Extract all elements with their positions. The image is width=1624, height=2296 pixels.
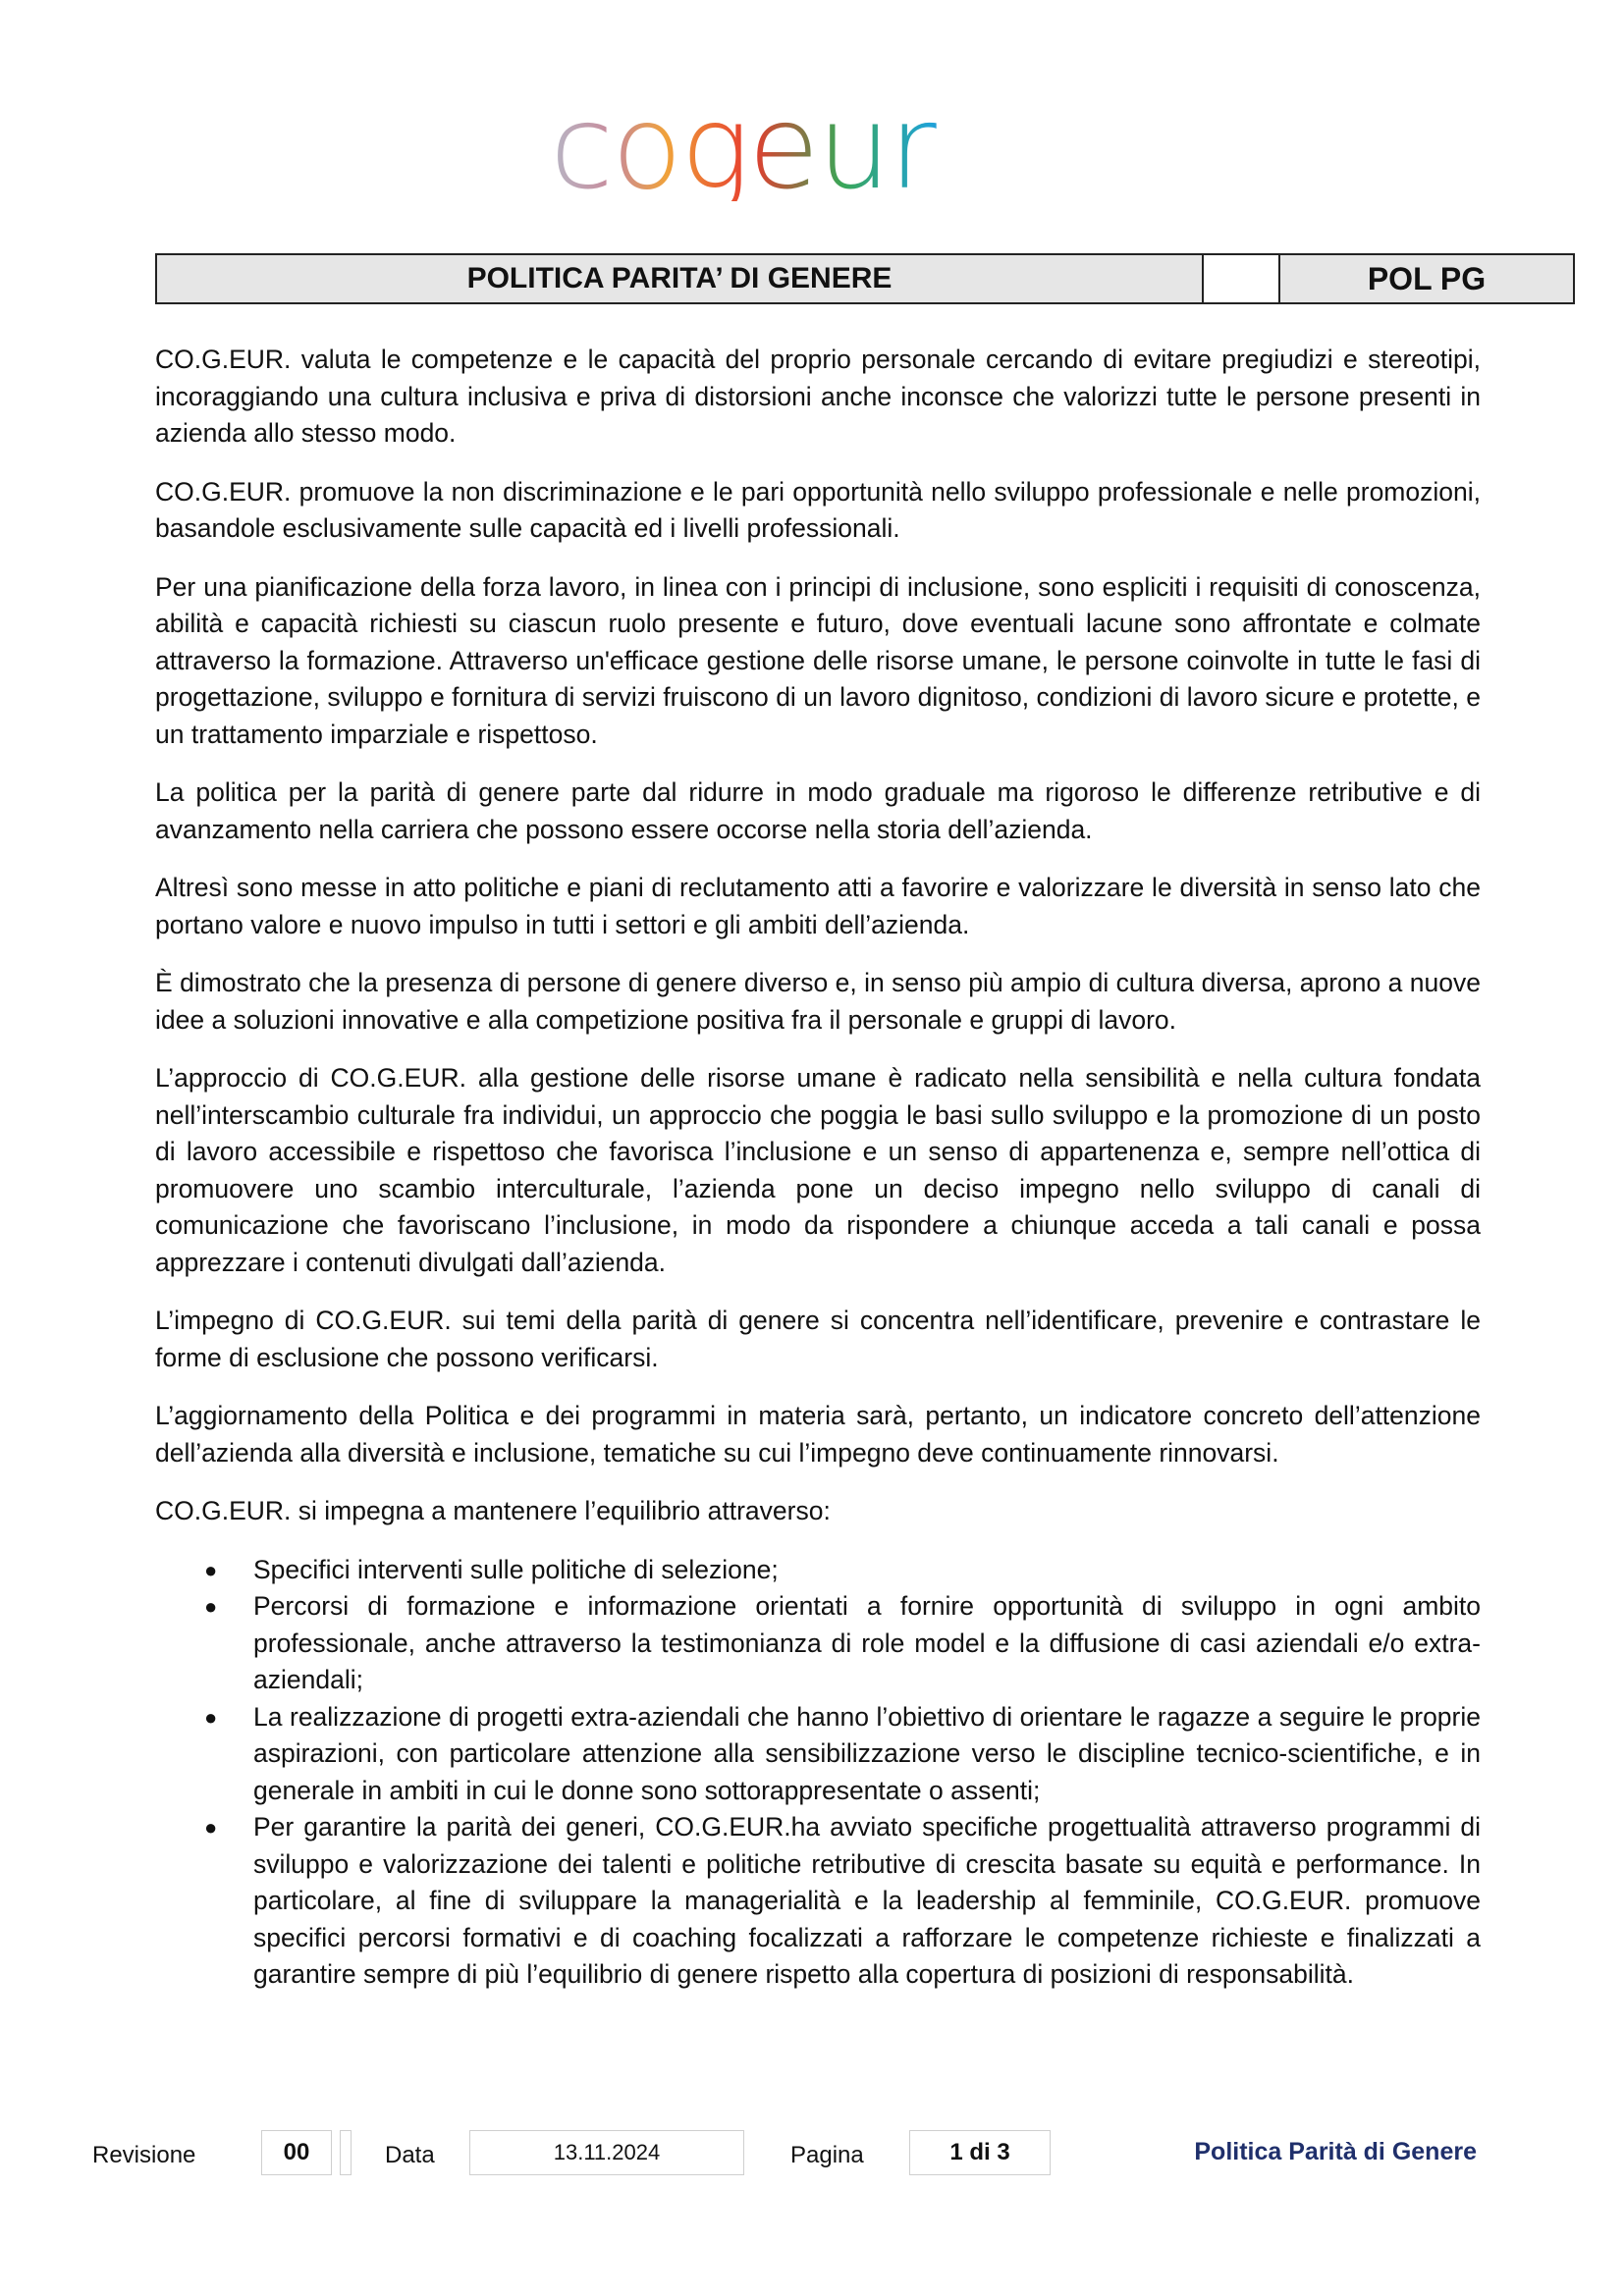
list-item-text: Specifici interventi sulle politiche di selezione; (253, 1554, 779, 1584)
document-title: POLITICA PARITA’ DI GENERE (157, 255, 1204, 302)
list-item-text: Per garantire la parità dei generi, CO.G.EUR.ha avviato specifiche progettualità attraverso programmi di sviluppo e valorizzazione dei talenti e politiche retributive di crescita basate su equità e performance. In particolare, al fine di sviluppare la managerialità e la leadership al femminile, CO.G.EUR. promuove specifici percorsi formativi e di coaching focalizzati a rafforzare le competenze richieste e finalizzati a garantire sempre di più l’equilibrio di genere rispetto alla copertura di posizioni di responsabilità. (253, 1812, 1481, 1989)
page-number: 1 di 3 (909, 2130, 1051, 2175)
list-item (204, 1809, 1481, 1994)
date-value: 13.11.2024 (469, 2130, 744, 2175)
paragraph: La politica per la parità di genere parte dal ridurre in modo graduale ma rigoroso le differenze retributive e di avanzamento nella carriera che possono essere occorse nella storia dell’azienda. (155, 777, 1481, 844)
bullet-icon: ● (204, 1704, 218, 1730)
bullet-icon: ● (204, 1557, 218, 1582)
date-label: Data (385, 2142, 435, 2168)
revision-label: Revisione (92, 2142, 196, 2168)
paragraph: CO.G.EUR. si impegna a mantenere l’equilibrio attraverso: (155, 1496, 831, 1525)
footer-document-title: Politica Parità di Genere (1194, 2138, 1477, 2165)
document-body (155, 342, 1481, 1994)
document-code: POL PG (1367, 260, 1487, 296)
list-item (204, 1588, 1481, 1699)
paragraph: È dimostrato che la presenza di persone di genere diverso e, in senso più ampio di cultura diversa, aprono a nuove idee a soluzioni innovative e alla competizione positiva fra il personale e gruppi di lavoro. (155, 968, 1481, 1035)
logo-wordmark: cogeur (550, 93, 1080, 201)
bullet-icon: ● (204, 1594, 218, 1619)
page-label: Pagina (790, 2142, 864, 2168)
cogeur-logo (550, 80, 1080, 215)
paragraph: Altresì sono messe in atto politiche e piani di reclutamento atti a favorire e valorizzare le diversità in senso lato che portano valore e nuovo impulso in tutti i settori e gli ambiti dell’azienda. (155, 873, 1481, 939)
bullet-icon: ● (204, 1815, 218, 1840)
commitment-list (155, 1552, 1481, 1994)
paragraph: L’approccio di CO.G.EUR. alla gestione delle risorse umane è radicato nella sensibilità e nella cultura fondata nell’interscambio culturale fra individui, un approccio che poggia le basi sullo sviluppo e la promozione di un posto di lavoro accessibile e rispettoso che favorisca l’inclusione e un senso di appartenenza e, sempre nell’ottica di promuovere uno scambio interculturale, l’azienda pone un deciso impegno nello sviluppo di canali di comunicazione che favoriscano l’inclusione, in modo da rispondere a chiunque acceda a tali canali e possa apprezzare i contenuti divulgati dall’azienda. (155, 1063, 1481, 1277)
document-footer (0, 2130, 1624, 2181)
document-header (155, 253, 1575, 304)
revision-spacer (340, 2130, 352, 2175)
paragraph: CO.G.EUR. valuta le competenze e le capacità del proprio personale cercando di evitare pregiudizi e stereotipi, incoraggiando una cultura inclusiva e priva di distorsioni anche inconsce che valorizzi tutte le persone presenti in azienda allo stesso modo. (155, 345, 1481, 448)
header-empty-cell (1204, 255, 1280, 302)
paragraph: CO.G.EUR. promuove la non discriminazione e le pari opportunità nello sviluppo professionale e nelle promozioni, basandole esclusivamente sulle capacità ed i livelli professionali. (155, 476, 1481, 543)
paragraph: L’aggiornamento della Politica e dei programmi in materia sarà, pertanto, un indicatore concreto dell’attenzione dell’azienda alla diversità e inclusione, tematiche su cui l’impegno deve continuamente rinnovarsi. (155, 1401, 1481, 1468)
list-item-text: Percorsi di formazione e informazione orientati a fornire opportunità di sviluppo in ogni ambito professionale, anche attraverso la testimonianza di role model e la diffusione di casi aziendali e/o extra-aziendali; (253, 1591, 1481, 1694)
paragraph: L’impegno di CO.G.EUR. sui temi della parità di genere si concentra nell’identificare, prevenire e contrastare le forme di esclusione che possono verificarsi. (155, 1306, 1481, 1372)
list-item-text: La realizzazione di progetti extra-aziendali che hanno l’obiettivo di orientare le ragazze a seguire le proprie aspirazioni, con particolare attenzione alla sensibilizzazione verso le discipline tecnico-scientifiche, e in generale in ambiti in cui le donne sono sottorappresentate o assenti; (253, 1701, 1481, 1805)
paragraph: Per una pianificazione della forza lavoro, in linea con i principi di inclusione, sono espliciti i requisiti di conoscenza, abilità e capacità richiesti su ciascun ruolo presente e futuro, dove eventuali lacune sono affrontate e colmate attraverso la formazione. Attraverso un'efficace gestione delle risorse umane, le persone coinvolte in tutte le fasi di progettazione, sviluppo e fornitura di servizi fruiscono di un lavoro dignitoso, condizioni di lavoro sicure e protette, e un trattamento imparziale e rispettoso. (155, 571, 1481, 749)
list-item (204, 1552, 1481, 1589)
list-item (204, 1699, 1481, 1810)
revision-value: 00 (261, 2130, 332, 2175)
